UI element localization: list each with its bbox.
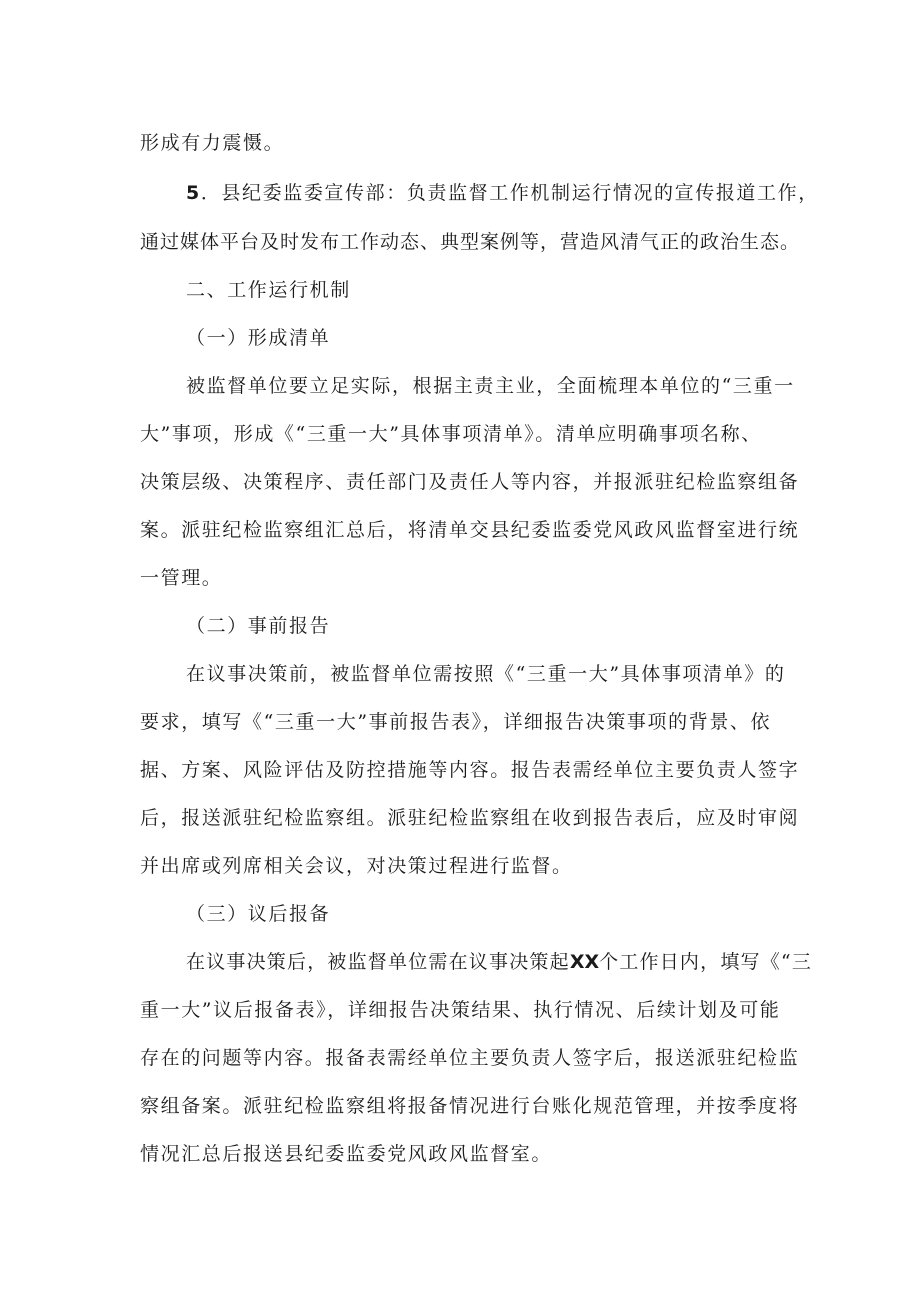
- subsection-3-line-1-part-a: 在议事决策后，被监督单位需在议事决策起: [186, 951, 570, 973]
- subsection-1-line-3: 决策层级、决策程序、责任部门及责任人等内容，并报派驻纪检监察组备: [140, 471, 800, 493]
- subsection-3-days-placeholder: XX: [569, 951, 600, 973]
- subsection-1-line-1: 被监督单位要立足实际，根据主责主业，全面梳理本单位的“三重一: [186, 375, 795, 397]
- subsection-2-line-2: 要求，填写《“三重一大”事前报告表》，详细报告决策事项的背景、依: [140, 711, 772, 733]
- subsection-2-line-1: 在议事决策前，被监督单位需按照《“三重一大”具体事项清单》的: [186, 663, 786, 685]
- paragraph-tail-line: 形成有力震慑。: [140, 132, 285, 154]
- subsection-2-line-5: 并出席或列席相关会议，对决策过程进行监督。: [140, 855, 573, 877]
- section-2-heading: 二、工作运行机制: [186, 279, 351, 301]
- subsection-3-line-5: 情况汇总后报送县纪委监委党风政风监督室。: [140, 1143, 553, 1165]
- item-5-line-2: 通过媒体平台及时发布工作动态、典型案例等，营造风清气正的政治生态。: [140, 231, 801, 253]
- subsection-1-line-5: 一管理。: [140, 567, 223, 589]
- subsection-1-heading: （一）形成清单: [186, 327, 331, 349]
- subsection-3-line-2: 重一大”议后报备表》，详细报告决策结果、执行情况、后续计划及可能: [140, 999, 781, 1021]
- subsection-3-line-4: 察组备案。派驻纪检监察组将报备情况进行台账化规范管理，并按季度将: [140, 1095, 800, 1117]
- subsection-2-line-3: 据、方案、风险评估及防控措施等内容。报告表需经单位主要负责人签字: [140, 759, 800, 781]
- item-5-text: ．县纪委监委宣传部：负责监督工作机制运行情况的宣传报道工作，: [200, 182, 819, 204]
- subsection-1-line-4: 案。派驻纪检监察组汇总后，将清单交县纪委监委党风政风监督室进行统: [140, 519, 800, 541]
- subsection-3-line-1-part-b: 个工作日内，填写《“三: [599, 951, 813, 973]
- item-5-line-1: [186, 181, 819, 205]
- subsection-1-line-2: 大”事项，形成《“三重一大”具体事项清单》。清单应明确事项名称、: [140, 423, 762, 445]
- subsection-3-line-3: 存在的问题等内容。报备表需经单位主要负责人签字后，报送派驻纪检监: [140, 1047, 800, 1069]
- subsection-3-line-1: [186, 950, 812, 974]
- subsection-3-heading: （三）议后报备: [186, 903, 331, 925]
- item-5-number: 5: [186, 182, 201, 204]
- subsection-2-heading: （二）事前报告: [186, 615, 331, 637]
- subsection-2-line-4: 后，报送派驻纪检监察组。派驻纪检监察组在收到报告表后，应及时审阅: [140, 807, 800, 829]
